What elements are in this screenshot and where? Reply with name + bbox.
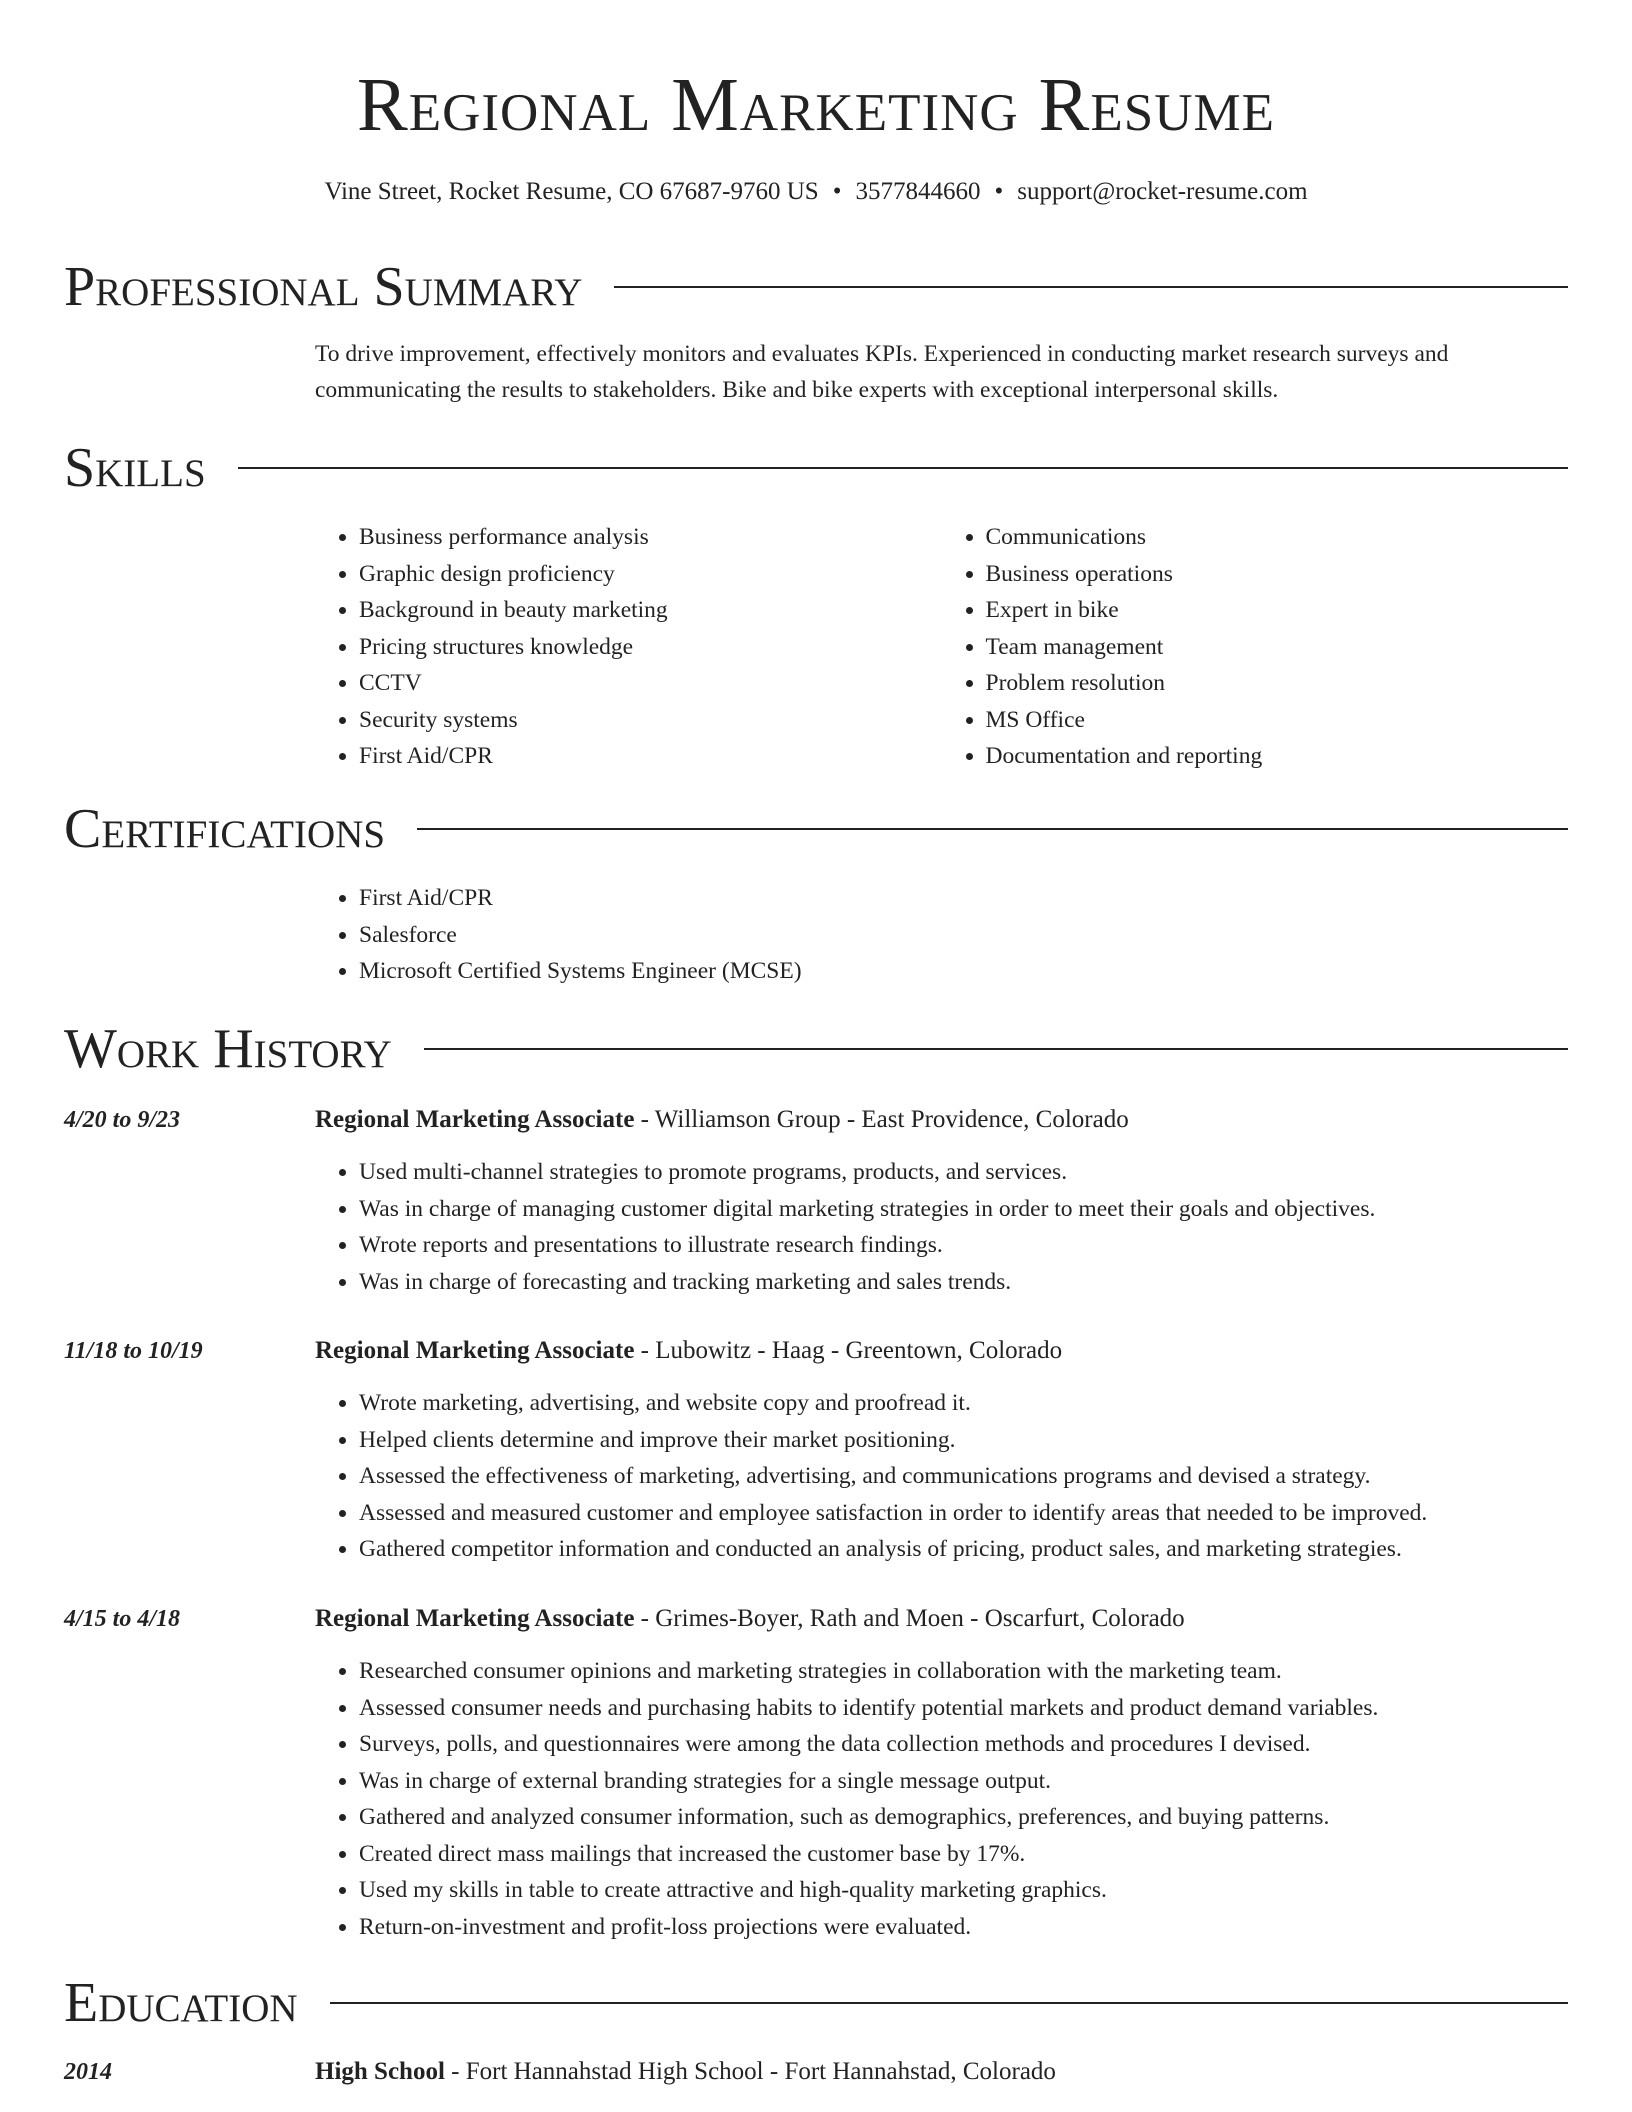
job-bullet: • Surveys, polls, and questionnaires were among the data collection methods and procedures I devised. [359, 1726, 1592, 1763]
job-bullet: • Was in charge of forecasting and tracking marketing and sales trends. [359, 1264, 1592, 1301]
summary-text: To drive improvement, effectively monitors and evaluates KPIs. Experienced in conducting market research surveys and communicating the results to stakeholders. Bike and bike experts with exceptional interpersonal skills. [315, 341, 1449, 403]
job-bullet: • Gathered competitor information and conducted an analysis of pricing, product sales, and marketing strategies. [359, 1531, 1592, 1568]
job-title-line [315, 1601, 1568, 1637]
job-bullet: • Created direct mass mailings that increased the customer base by 17%. [359, 1836, 1592, 1873]
skill-item: • Business operations [986, 556, 1569, 593]
job-bullets [315, 1653, 1592, 1945]
job-bullet: • Used my skills in table to create attractive and high-quality marketing graphics. [359, 1872, 1592, 1909]
job-title-line [315, 1102, 1568, 1138]
job-dates: 4/15 to 4/18 [64, 1606, 181, 1632]
job-bullet: • Assessed and measured customer and employee satisfaction in order to identify areas that needed to be improved. [359, 1495, 1592, 1532]
job-bullet: • Helped clients determine and improve their market positioning. [359, 1422, 1592, 1459]
contact-line [0, 175, 1632, 209]
contact-separator: • [832, 178, 842, 205]
certification-item: • Microsoft Certified Systems Engineer (MCSE) [359, 953, 1568, 990]
section-title-summary: Professional Summary [64, 256, 583, 318]
education-degree: High School [315, 2058, 445, 2085]
skill-item: • Team management [986, 629, 1569, 666]
section-header-work-history [64, 1019, 1568, 1079]
section-divider [238, 467, 1568, 469]
skill-item: • Communications [986, 519, 1569, 556]
certification-item: • First Aid/CPR [359, 880, 1568, 917]
contact-phone: 3577844660 [855, 178, 981, 205]
skill-item: • Background in beauty marketing [359, 592, 942, 629]
certifications-list [315, 880, 1568, 990]
job-bullet-list [315, 1385, 1592, 1568]
job-bullet: • Assessed consumer needs and purchasing habits to identify potential markets and product demand variables. [359, 1690, 1592, 1727]
education-year: 2014 [64, 2059, 112, 2085]
section-title-work-history: Work History [64, 1018, 392, 1080]
section-title-skills: Skills [64, 437, 206, 499]
certifications-block [315, 880, 1568, 990]
section-title-certifications: Certifications [64, 798, 386, 860]
skill-item: • MS Office [986, 702, 1569, 739]
contact-email: support@rocket-resume.com [1017, 178, 1308, 205]
job-role: Regional Marketing Associate [315, 1337, 635, 1364]
certification-item: • Salesforce [359, 917, 1568, 954]
job-bullets [315, 1385, 1592, 1568]
job-title-line [315, 1333, 1568, 1369]
job-dates: 4/20 to 9/23 [64, 1107, 181, 1133]
job-bullet: • Researched consumer opinions and marketing strategies in collaboration with the marketing team. [359, 1653, 1592, 1690]
job-employer: - Williamson Group - East Providence, Colorado [634, 1106, 1129, 1133]
resume-title: Regional Marketing Resume [357, 63, 1275, 147]
contact-address: Vine Street, Rocket Resume, CO 67687-9760 US [324, 178, 819, 205]
skill-item: • Problem resolution [986, 665, 1569, 702]
contact-separator: • [994, 178, 1004, 205]
section-divider [614, 286, 1568, 288]
job-bullets [315, 1154, 1592, 1300]
skill-item: • Expert in bike [986, 592, 1569, 629]
skill-item: • Security systems [359, 702, 942, 739]
skill-item: • Graphic design proficiency [359, 556, 942, 593]
job-bullet: • Wrote marketing, advertising, and website copy and proofread it. [359, 1385, 1592, 1422]
job-bullet: • Gathered and analyzed consumer information, such as demographics, preferences, and buying patterns. [359, 1799, 1592, 1836]
section-divider [417, 828, 1568, 830]
section-divider [424, 1048, 1568, 1050]
skills-list-right [942, 519, 1569, 775]
job-bullet-list [315, 1154, 1592, 1300]
section-header-summary [64, 257, 1568, 317]
job-bullet: • Was in charge of external branding strategies for a single message output. [359, 1763, 1592, 1800]
job-bullet: • Used multi-channel strategies to promote programs, products, and services. [359, 1154, 1592, 1191]
job-bullet: • Return-on-investment and profit-loss projections were evaluated. [359, 1909, 1592, 1946]
skill-item: • Business performance analysis [359, 519, 942, 556]
education-school: - Fort Hannahstad High School - Fort Hannahstad, Colorado [444, 2058, 1056, 2085]
job-bullet: • Wrote reports and presentations to illustrate research findings. [359, 1227, 1592, 1264]
skills-block [315, 519, 1568, 775]
job-bullet: • Assessed the effectiveness of marketing, advertising, and communications programs and devised a strategy. [359, 1458, 1592, 1495]
summary-block [315, 336, 1542, 408]
skill-item: • First Aid/CPR [359, 738, 942, 775]
job-bullet-list [315, 1653, 1592, 1945]
section-header-education [64, 1973, 1568, 2033]
job-bullet: • Was in charge of managing customer digital marketing strategies in order to meet their goals and objectives. [359, 1191, 1592, 1228]
section-header-skills [64, 438, 1568, 498]
job-employer: - Grimes-Boyer, Rath and Moen - Oscarfurt, Colorado [634, 1605, 1185, 1632]
section-divider [330, 2002, 1568, 2004]
education-line [315, 2054, 1568, 2090]
section-header-certifications [64, 799, 1568, 859]
job-role: Regional Marketing Associate [315, 1106, 635, 1133]
skills-list-left [315, 519, 942, 775]
skill-item: • Documentation and reporting [986, 738, 1569, 775]
job-employer: - Lubowitz - Haag - Greentown, Colorado [634, 1337, 1063, 1364]
skill-item: • CCTV [359, 665, 942, 702]
skill-item: • Pricing structures knowledge [359, 629, 942, 666]
job-role: Regional Marketing Associate [315, 1605, 635, 1632]
job-dates: 11/18 to 10/19 [64, 1338, 203, 1364]
section-title-education: Education [64, 1972, 298, 2034]
